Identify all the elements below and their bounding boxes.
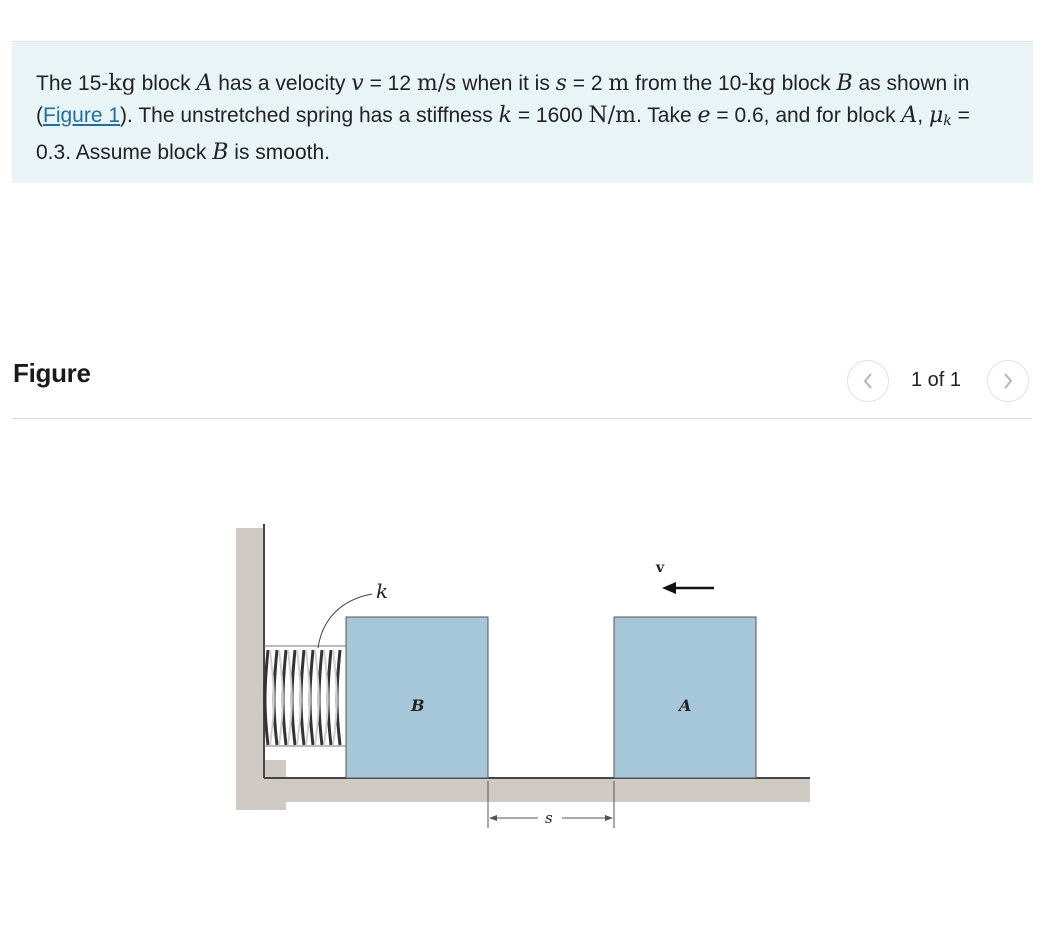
figure-heading: Figure [13,358,91,388]
problem-text-part: has a velocity [212,72,352,95]
var-s: s [555,71,567,96]
var-B: B [836,71,853,96]
unit-m: m [608,71,630,96]
var-k: k [498,102,512,128]
problem-text-part: The 15- [36,72,109,95]
var-e: e [697,102,711,128]
label-v: v [656,560,665,576]
problem-text-part: block [775,72,837,95]
arrow-left-icon [662,582,714,594]
problem-text-part: block [135,72,197,95]
problem-text-part: as shown in ( [36,72,970,127]
problem-text-part: = 12 [363,72,417,95]
spring [264,646,346,746]
unit-m-per-s: m/s [416,71,457,96]
problem-text-part: is smooth. [228,141,330,164]
label-B: B [411,696,425,715]
label-k: k [376,579,389,603]
problem-text-part: ). The unstretched spring has a stiffness [120,103,499,127]
var-mu-subscript: k [943,112,952,129]
var-A: A [901,102,918,128]
var-mu: μ [928,102,944,128]
problem-text-part: . Take [636,103,698,127]
unit-kg: kg [108,71,136,96]
pager-count: 1 of 1 [911,369,962,391]
var-A: A [196,71,213,96]
var-v: v [351,71,364,96]
wall-hatch [236,528,264,778]
figure-link[interactable]: Figure 1 [43,103,121,127]
problem-text-part: = 2 [566,72,609,95]
problem-text-part: , [917,103,929,127]
unit-n-per-m: N/m [588,102,637,128]
problem-text-part: = 1600 [512,103,589,127]
label-s: s [545,809,553,827]
problem-text-part: = 0.3. Assume block [36,103,970,164]
problem-text-part: from the 10- [629,72,749,95]
problem-text-part: = 0.6, and for block [710,103,902,127]
floor-hatch [264,778,810,802]
var-B: B [212,140,229,165]
label-A: A [679,696,692,715]
problem-text-part: when it is [456,72,556,95]
unit-kg: kg [748,71,776,96]
